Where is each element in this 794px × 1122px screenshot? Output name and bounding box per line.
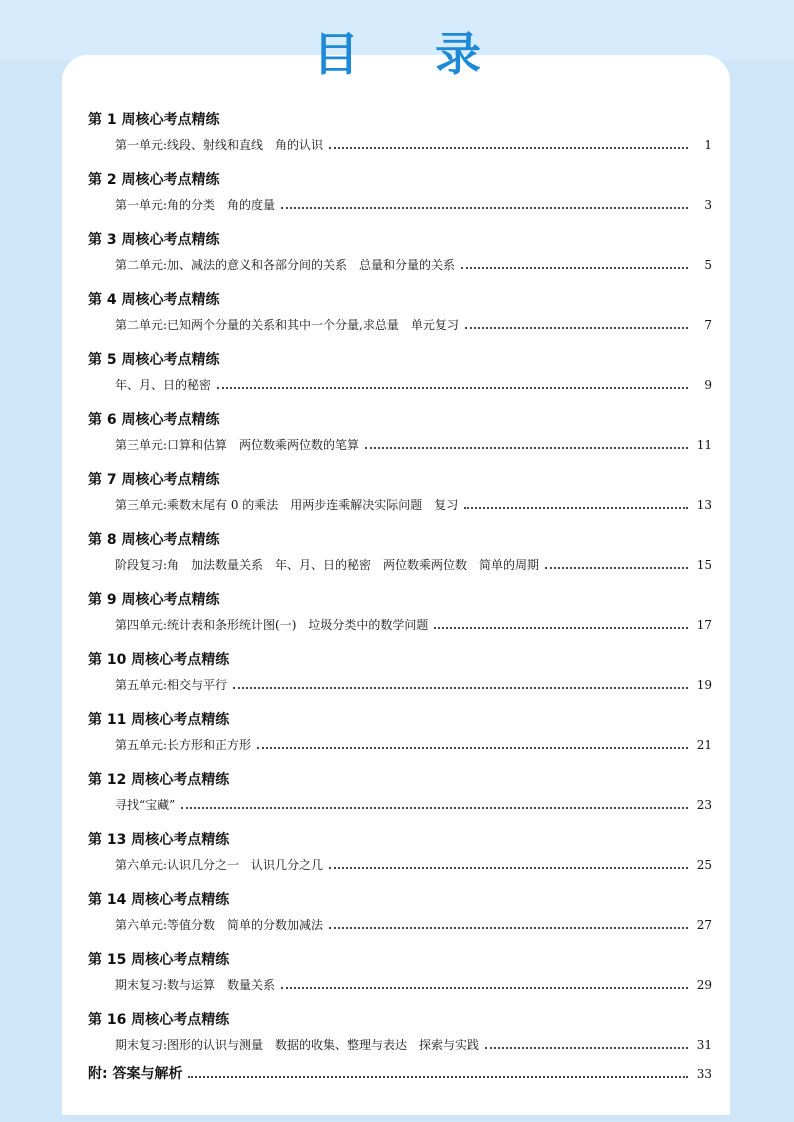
page-title: 目 录 — [312, 27, 511, 81]
dot-leader — [188, 1076, 688, 1078]
week-section — [88, 404, 712, 464]
week-section — [88, 104, 712, 164]
toc-entry[interactable] — [115, 555, 712, 575]
week-section — [88, 884, 712, 944]
dot-leader — [545, 567, 688, 569]
entry-title: 第六单元:认识几分之一 认识几分之几 — [115, 858, 324, 872]
week-section — [88, 164, 712, 224]
dot-leader — [461, 267, 688, 269]
week-section — [88, 644, 712, 704]
week-heading: 第 1 周核心考点精练 — [88, 112, 220, 128]
week-heading: 第 13 周核心考点精练 — [88, 832, 230, 848]
toc-entry[interactable] — [115, 1035, 712, 1055]
page-number: 21 — [696, 738, 712, 752]
entry-title: 期末复习:数与运算 数量关系 — [115, 978, 276, 992]
toc-entry[interactable] — [115, 675, 712, 695]
dot-leader — [434, 627, 688, 629]
dot-leader — [485, 1047, 688, 1049]
page-number: 29 — [696, 978, 712, 992]
toc-entry[interactable] — [115, 195, 712, 215]
page-number: 11 — [696, 438, 712, 452]
dot-leader — [257, 747, 688, 749]
toc-entry[interactable] — [115, 735, 712, 755]
page-number: 19 — [696, 678, 712, 692]
page-number: 25 — [696, 858, 712, 872]
page-number: 13 — [696, 498, 712, 512]
dot-leader — [465, 327, 688, 329]
week-heading: 第 12 周核心考点精练 — [88, 772, 230, 788]
week-heading: 第 15 周核心考点精练 — [88, 952, 230, 968]
toc-entry[interactable] — [115, 615, 712, 635]
dot-leader — [233, 687, 688, 689]
page-number: 7 — [704, 318, 712, 332]
dot-leader — [181, 807, 688, 809]
dot-leader — [329, 867, 688, 869]
appendix-entry[interactable] — [88, 1064, 712, 1084]
page-number: 17 — [696, 618, 712, 632]
entry-title: 第五单元:相交与平行 — [115, 678, 228, 692]
page-number: 31 — [696, 1038, 712, 1052]
entry-title: 第一单元:角的分类 角的度量 — [115, 198, 276, 212]
entry-title: 第三单元:口算和估算 两位数乘两位数的笔算 — [115, 438, 360, 452]
week-heading: 第 11 周核心考点精练 — [88, 712, 230, 728]
entry-title: 阶段复习:角 加法数量关系 年、月、日的秘密 两位数乘两位数 简单的周期 — [115, 558, 540, 572]
toc-entry[interactable] — [115, 855, 712, 875]
week-heading: 第 8 周核心考点精练 — [88, 532, 220, 548]
entry-title: 第五单元:长方形和正方形 — [115, 738, 252, 752]
appendix-section — [88, 1064, 712, 1088]
toc-entry[interactable] — [115, 975, 712, 995]
toc-entry[interactable] — [115, 135, 712, 155]
page-number: 9 — [704, 378, 712, 392]
week-heading: 第 16 周核心考点精练 — [88, 1012, 230, 1028]
week-heading: 第 10 周核心考点精练 — [88, 652, 230, 668]
week-heading: 第 3 周核心考点精练 — [88, 232, 220, 248]
dot-leader — [281, 207, 688, 209]
week-heading: 第 7 周核心考点精练 — [88, 472, 220, 488]
entry-title: 第四单元:统计表和条形统计图(一) 垃圾分类中的数学问题 — [115, 618, 429, 632]
page-number: 23 — [696, 798, 712, 812]
dot-leader — [329, 147, 688, 149]
page-number: 1 — [704, 138, 712, 152]
page-number: 3 — [704, 198, 712, 212]
page-number: 27 — [696, 918, 712, 932]
entry-title: 年、月、日的秘密 — [115, 378, 212, 392]
toc-entry[interactable] — [115, 255, 712, 275]
toc-entry[interactable] — [115, 435, 712, 455]
dot-leader — [217, 387, 688, 389]
week-section — [88, 1004, 712, 1064]
week-section — [88, 824, 712, 884]
entry-title: 第二单元:已知两个分量的关系和其中一个分量,求总量 单元复习 — [115, 318, 459, 332]
week-section — [88, 764, 712, 824]
entry-title: 寻找“宝藏” — [115, 798, 176, 812]
entry-title: 第一单元:线段、射线和直线 角的认识 — [115, 138, 324, 152]
dot-leader — [281, 987, 688, 989]
week-section — [88, 344, 712, 404]
page-number: 5 — [704, 258, 712, 272]
week-heading: 第 4 周核心考点精练 — [88, 292, 220, 308]
toc-entry[interactable] — [115, 495, 712, 515]
page-number: 33 — [696, 1067, 712, 1081]
dot-leader — [365, 447, 688, 449]
week-heading: 第 2 周核心考点精练 — [88, 172, 220, 188]
week-heading: 第 6 周核心考点精练 — [88, 412, 220, 428]
entry-title: 期末复习:图形的认识与测量 数据的收集、整理与表达 探索与实践 — [115, 1038, 480, 1052]
week-heading: 第 9 周核心考点精练 — [88, 592, 220, 608]
entry-title: 第六单元:等值分数 简单的分数加减法 — [115, 918, 324, 932]
week-section — [88, 944, 712, 1004]
week-section — [88, 284, 712, 344]
dot-leader — [464, 507, 688, 509]
entry-title: 第二单元:加、减法的意义和各部分间的关系 总量和分量的关系 — [115, 258, 456, 272]
appendix-label: 附: 答案与解析 — [88, 1066, 183, 1082]
toc-entry[interactable] — [115, 795, 712, 815]
toc-entry[interactable] — [115, 315, 712, 335]
week-heading: 第 5 周核心考点精练 — [88, 352, 220, 368]
week-section — [88, 524, 712, 584]
page-number: 15 — [696, 558, 712, 572]
toc-entry[interactable] — [115, 375, 712, 395]
table-of-contents — [88, 104, 712, 1088]
toc-entry[interactable] — [115, 915, 712, 935]
week-section — [88, 584, 712, 644]
week-heading: 第 14 周核心考点精练 — [88, 892, 230, 908]
dot-leader — [329, 927, 688, 929]
week-section — [88, 704, 712, 764]
entry-title: 第三单元:乘数末尾有 0 的乘法 用两步连乘解决实际问题 复习 — [115, 498, 459, 512]
week-section — [88, 224, 712, 284]
week-section — [88, 464, 712, 524]
